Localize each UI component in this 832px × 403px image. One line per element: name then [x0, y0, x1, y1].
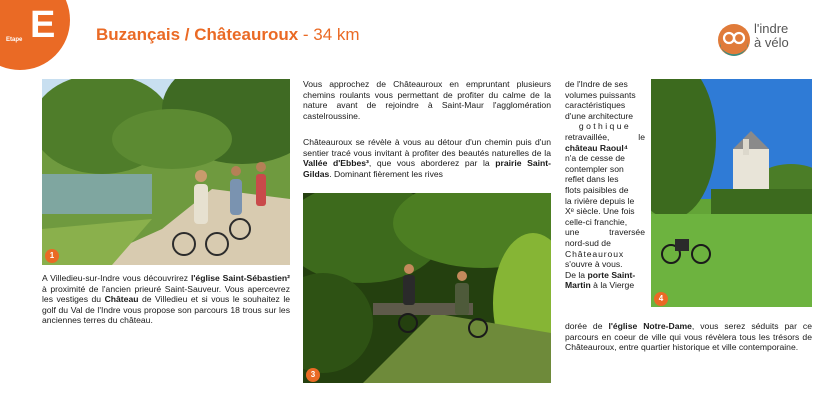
chateau-villedieu: Château [104, 294, 139, 305]
text-line [565, 143, 645, 154]
paragraph-chateauroux [303, 137, 551, 179]
text-run: à la Vierge [590, 280, 635, 291]
text-line: Xᵉ siècle. Une fois [565, 206, 635, 217]
chateau-raoul: château Raoul⁴ [565, 142, 628, 153]
logo-line-2: à vélo [754, 35, 789, 50]
chateau-raoul-photo [651, 79, 812, 307]
text-run: Châteauroux se révèle à vous au détour d'un chemin puis d'un sentier tracé vous invitant à profiter des beautés naturelles de la [303, 137, 551, 158]
text-line: flots paisibles de [565, 184, 629, 195]
text-line [565, 270, 645, 281]
bike-logo-icon [716, 22, 752, 58]
cyclists-in-forest-photo [303, 193, 551, 383]
text-line: gothique [578, 121, 632, 132]
paragraph-approche [303, 79, 551, 121]
page-title [96, 25, 360, 45]
text-line: nord-sud de [565, 237, 611, 248]
eglise-saint-sebastien: l'église Saint-Sébastien² [190, 273, 291, 283]
logo-line-1: l'indre [754, 21, 789, 36]
text-run: traversée [609, 227, 645, 238]
cyclists-on-path-photo [42, 79, 290, 265]
text-line [565, 132, 645, 143]
text-run: De la [565, 269, 588, 280]
text-run: une [565, 227, 580, 238]
text-line: de l'Indre de ses [565, 79, 628, 89]
photo-cyclists-forest [303, 193, 551, 383]
text-run: de Villedieu et si vous le souhaitez le golf du Val de l'Indre vous propose son parcours 18 trous sur les anciennes terres du château. [42, 294, 291, 326]
photo-number-badge: 3 [306, 368, 320, 382]
text-run: . Dominant fièrement les rives [329, 168, 443, 179]
text-line: Châteauroux [565, 248, 625, 259]
text-run: à proximité de l'ancien prieuré Saint-Sauveur. Vous apercevrez les vestiges du [42, 283, 290, 305]
paragraph-notre-dame [565, 321, 812, 353]
etape-letter: E [30, 4, 56, 46]
text-run: retravaillée, [565, 131, 610, 142]
text-line: n'a de cesse de [565, 153, 625, 164]
text-line: s'ouvre à vous. [565, 259, 623, 270]
stage-route: Buzançais / Châteauroux [96, 25, 299, 44]
text-line [565, 227, 645, 238]
text-run: , vous serez séduits par ce parcours en coeur de ville qui vous révèlera tous les trésors de Châteauroux, entre quartier historique et ville contemporaine. [565, 321, 812, 353]
photo-number-badge: 1 [45, 249, 59, 263]
text-line: volumes puissants [565, 89, 636, 100]
etape-label: Etape [6, 37, 23, 43]
text-line: la rivière depuis le [565, 195, 635, 206]
text-run: Vous approchez de Châteauroux en empruntant plusieurs chemins roulants vous permettant de profiter du calme de la nature avant de rejoindre à Saint-Maur l'agglomération castelroussine. [303, 79, 551, 121]
stage-distance: - 34 km [298, 25, 360, 44]
text-run: dorée de [565, 321, 609, 331]
text-run: , que vous aborderez par la [368, 158, 496, 169]
vallee-ebbes: Vallée d'Ebbes³ [303, 158, 369, 169]
eglise-notre-dame: l'église Notre-Dame [608, 321, 692, 331]
text-line: contempler son [565, 163, 624, 174]
porte-saint-martin: porte Saint- [587, 269, 636, 280]
text-line [565, 280, 645, 291]
photo-cyclists-path [42, 79, 290, 265]
paragraph-villedieu [42, 273, 290, 326]
prairie-saint-gildas: prairie Saint-Gildas [303, 158, 551, 179]
photo-number-badge: 4 [654, 292, 668, 306]
paragraph-chateau-raoul [565, 79, 645, 291]
indre-a-velo-logo [716, 20, 826, 60]
text-line: d'une architecture [565, 110, 634, 121]
text-line: reflet dans les [565, 174, 619, 185]
text-line: celle-ci franchie, [565, 216, 628, 227]
text-run: A Villedieu-sur-Indre vous découvrirez [42, 273, 191, 283]
photo-chateau-raoul [651, 79, 812, 307]
porte-saint-martin-cont: Martin [565, 280, 591, 291]
text-run: le [638, 131, 645, 142]
text-line: caractéristiques [565, 100, 626, 111]
etape-badge [0, 0, 70, 70]
